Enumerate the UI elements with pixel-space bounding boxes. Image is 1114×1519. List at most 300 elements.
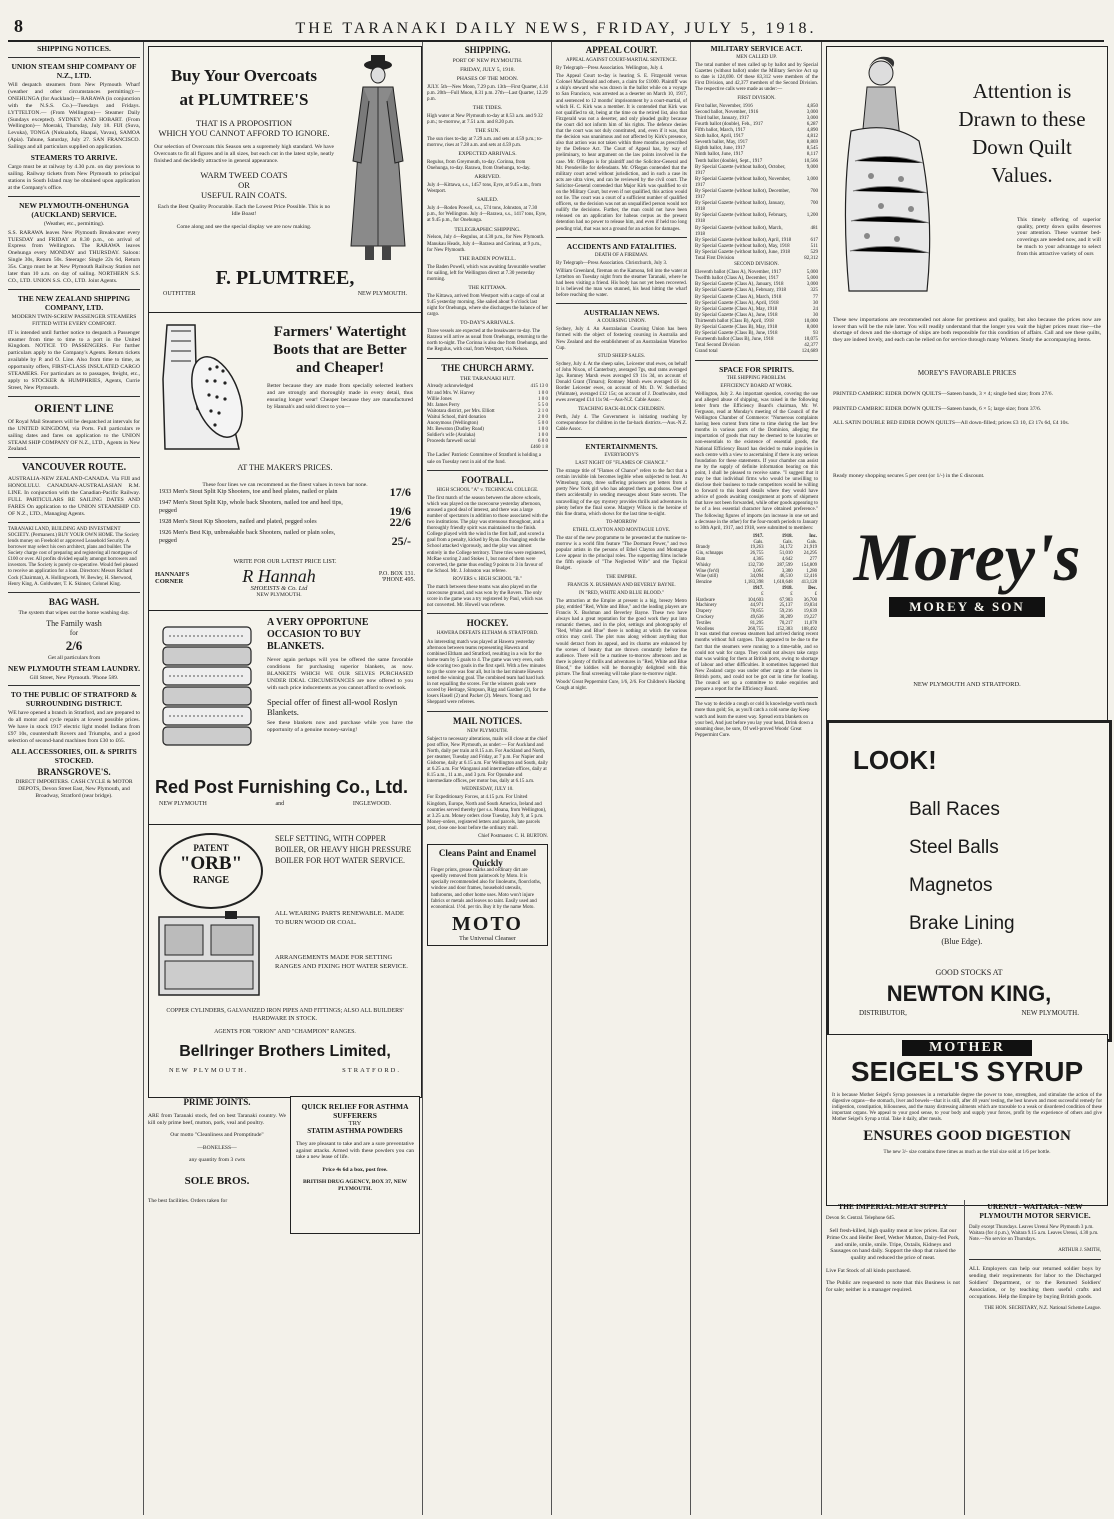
onehunga-heading: NEW PLYMOUTH-ONEHUNGA (AUCKLAND) SERVICE. [19,200,129,219]
tomorrow-text: The star of the new programme to be presented at the matinee to-morrow is a world film feature "The Dormant Power," and two popular artists in the persons of Ethel Clayton and Montague Love appear in the principal roles. The supporting films include the fifth episode of "The Neglected Wife" and the Topical Budget. [556,536,687,572]
imports-row-cell: 19,263 [750,545,764,551]
second-division-row-label: By Special Gazette (Class A), January, 1918 [695,282,784,288]
space-for-spirits-heading: SPACE FOR SPIRITS. [719,364,794,374]
bellringer-copper: COPPER CYLINDERS, GALVANIZED IRON PIPES AND FITTINGS; ALSO ALL BUILDERS' HARDWARE IN STOCK. [166,1008,404,1022]
hut-amount: 2 1 0 [538,408,548,414]
imports-row-cell: Wine (fer'd) [696,568,720,574]
divider [8,522,140,523]
second-division-row-value: 3,000 [806,282,818,288]
imports-row-cell: 67,903 [779,597,793,603]
imports-header-row-cell: 1917. [752,533,764,539]
football-hs-text: The first match of the season between the above schools, which was played on the racecourse yesterday afternoon, aroused a good deal of interest, and there was a large number of spectators in addition to those associated with the two institutions. The play was strenuous throughout, and a thoroughly friendly spirit was maintained to the finish. College played with the wind in the first half, and scored a goal from a penalty, kicked by Ryan. On changing ends the School attacked vigorously, and the play was almost entirely in the College territory. Three tries were registered, McRae scoring 2 and Stokes 1, but none of them were converted, the game thus ending 9 points to 3 in favour of the School. Mr. J. Johnston was referee. [427,495,548,574]
bag-wash-get: Get all particulars from [47,654,101,661]
football-rovers-text: The match between these teams was also played on the racecourse ground, and was won by the Rovers. The only score in the game was a try registered by Paul, which was not converted. Mr. Howell was referee. [427,585,543,609]
empire-subheading-2: IN "RED, WHITE AND BLUE BLOOD." [579,590,664,596]
newton-item: Magnetos [909,875,993,896]
appeal-subheading: APPEAL AGAINST COURT-MARTIAL SENTENCE. [566,58,677,63]
hockey-text: An interesting match was played at Hawera yesterday afternoon between teams representing Hawera and combined Eltham and Stratford, resulting in a win for the home team by 5 goals to 4. The game was very even, each side scoring two goals in the first spell. With a few minutes to go the score was four all, but in the last minute Hawera netted the winning goal. The combined team had hard luck in not equalling the scores. For the winners goals were scored by Heritage, Simpson, Rigg and Gardner (2), for the losers Hasell (2) and Packer (2). Messrs. Young and Sheppard were referees. [427,639,546,706]
imports-row-cell: 11,078 [803,620,817,626]
divider [695,697,818,698]
first-division-row [695,189,818,201]
first-division-row-value: 4,890 [806,128,818,134]
australian-heading: AUSTRALIAN NEWS. [583,308,660,318]
vancouver-heading: VANCOUVER ROUTE. [21,462,127,474]
fireman-heading: DEATH OF A FIREMAN. [594,252,649,258]
first-division-row-label: Tenth ballot (double), Sept., 1917 [695,158,763,164]
port-heading: PORT OF NEW PLYMOUTH. [452,58,523,64]
second-division-row-value: 8,000 [806,325,818,331]
newton-name: NEWTON KING, [886,981,1052,1006]
hannah-body: Better because they are made from specially selected leathers and are strongly and thoroughly made in every detail, thus ensuring longer wear! Cheaper because they are manufactured by Hannah's and sold direct to you— [267,383,413,410]
arrive-text: Cargo must be at railway by 4.30 p.m. on day previous to sailing. Railway tickets from New Plymouth to principal stations in South Island may be obtained upon application at the Company's office. [8,164,140,191]
first-division-row-label: Sixth ballot, April, 1917 [695,134,744,140]
divider [427,711,548,712]
sole-bros-best: The best facilities. Orders taken for [148,1197,228,1204]
morey-logo [841,517,1093,657]
imports-row-cell: 30,209 [779,615,793,620]
imports-row-cell: 154,809 [801,562,817,568]
first-division-row [695,226,818,238]
bellringer-town-2: STRATFORD. [342,1067,401,1074]
red-post-name: Red Post Furnishing Co., Ltd. [155,777,408,797]
divider [695,360,818,361]
column-rule [422,42,423,1515]
orb-logo-orb: "ORB" [179,853,243,874]
first-division-row-value: 6,287 [806,121,818,127]
telegraphic-heading: TELEGRAPHIC SHIPPING. [454,226,521,233]
bag-wash-for: for [69,628,79,637]
imports-row-cell: Rum [696,557,706,563]
shipping-notices-heading: SHIPPING NOTICES. [37,44,111,53]
plumtree-headline-1: Buy Your Overcoats [170,66,318,85]
todays-heading: TO-DAY'S ARRIVALS. [460,320,515,327]
morey-item: PRINTED CAMBRIC EIDER DOWN QUILTS—Sateen bands, 3 × 4; single bed size; from 27/6. [833,390,1053,397]
bag-wash-laundry: NEW PLYMOUTH STEAM LAUNDRY. [8,663,140,673]
imports-row-cell: Crockery [696,615,714,620]
plumtree-warm-2: OR [238,180,250,191]
second-division-row-value: 10,000 [804,318,818,324]
hannah-item-desc: 1947 Men's Stout Split Kip, whole back Shooters, nailed toe and heel tips, pegged [159,499,343,514]
everybodys-heading: EVERYBODY'S [604,452,639,458]
orb-range-logo [159,833,263,909]
tides-heading: THE TIDES. [472,105,503,111]
first-division-row-value: 10,566 [804,158,818,164]
asthma-product: STATIM ASTHMA POWDERS [307,1127,403,1135]
first-division-row-label: First ballot, November, 1916 [695,103,753,109]
union-heading: UNION STEAM SHIP COMPANY OF N.Z., LTD. [11,62,137,80]
woman-with-quilt-illustration [831,51,939,301]
imports-header-row-cell: Dec. [808,586,817,592]
newton-item: Brake Lining [909,913,1015,934]
second-division-row-label: Eleventh ballot (Class A), November, 1917 [695,270,782,276]
sun-heading: THE SUN. [475,128,500,135]
second-division-row-label: By Special Gazette (Class B), May, 1918 [695,325,778,331]
hut-note: The Ladies' Patriotic Committee of Stratford is holding a sale on Tuesday next in aid of the fund. [427,453,541,465]
divider [556,237,687,238]
imports-units-row-cell: Gals. [753,539,764,545]
first-division-row-label: Fourth ballot (double), Feb., 1917 [695,121,763,127]
efficiency-text: Wellington, July 2. An important question, covering the use and alleged abuse of shipping, was raised in the following letter from the Efficiency Board's chairman, Mr. W. Ferguson, read at Monday's meeting of the Council of the Wellington Chamber of Commerce: "Numerous complaints having been current from time to time during the last few months in various parts of the Dominion, alleging the importation of goods that may be deemed to be luxuries or non-essentials to the existence of essential goods, the National Efficiency Board has decided to make inquiries in each centre with a view to ascertaining if there is any serious foundation for these statements. If your chamber can assist me by the supply of definite information bearing on this point, I shall be pleased to receive same. "I suggest that it may be that individual firms who would be unwilling to disclose their business to trade competitors would be willing to forward to this board details where they would have advice of goods awaiting consignment at ports of shipment that have not been forwarded, while other goods appearing to be of a less essential character have obtained preference." The following figures of imports (an increase in one set and a decrease in the other) for the four-month periods to January to 30th April, 1917, and 1918, were submitted to members: [695,391,818,531]
imports-row-cell: 24,295 [803,551,817,557]
hut-donor: Proceeds farewell social [427,439,476,445]
asthma-agency: BRITISH DRUG AGENCY, BOX 37, NEW PLYMOUTH. [302,1179,408,1193]
hut-subscription-list [427,384,548,445]
sole-bros-name: SOLE BROS. [184,1174,250,1187]
sailed-heading: SAILED. [476,197,499,204]
imports-row-cell: 19,639 [803,609,817,615]
grand-total-label: Grand total [695,349,718,355]
plumtree-name: F. PLUMTREE, [215,267,355,289]
second-division-row-label: By Special Gazette (Class A), June, 1918 [695,312,778,318]
cough-verse: The way to decide a cough or cold Is knowledge worth much more than gold; So, as you'll catch a cold some day Keep watch and learn the surest way. Spread extra blankets on your bed, And just before you lay your head, Drink down a steaming dose, be sure, Of well-proved Woods' Great Peppermint Cure. [695,702,818,738]
first-division-row-value: 8,545 [806,146,818,152]
kittawa-text: The Kittawa, arrived from Westport with a cargo of coal at 9.45 yesterday morning. She sailed about 9 o'clock last night for Onehunga, where she discharges the balance of her cargo. [427,293,548,318]
prime-joints-heading: PRIME JOINTS. [183,1097,251,1107]
first-division-row-value: 3,000 [806,109,818,115]
red-post-special: Special offer of finest all-wool Roslyn Blankets. [267,697,398,718]
motor-service-body: Daily except Thursdays. Leaves Urenui New Plymouth 3 p.m. Waitara (for 4 p.m.), Waitara 9.15 a.m. Leaves Urenui, 4.30 p.m. Note.—No service on Thursdays. [969,1225,1099,1243]
imports-row-cell: 4,642 [781,557,793,563]
bag-wash-address: Gill Street, New Plymouth. 'Phone 589. [29,674,119,681]
tides-text: High water at New Plymouth to-day at 8.53 a.m. and 9.32 p.m.; to-morrow, at 7.51 a.m. and 8.20 p.m. [427,113,543,125]
shipping-heading: SHIPPING. [464,45,511,55]
baden-text: The Baden Powell, which was awaiting favourable weather for sailing, left for Wellington direct at 7.30 yesterday morning. [427,264,546,282]
first-division-row-label: By Special Gazette (without ballot), March, 1918 [695,225,783,237]
first-division-row-label: By Special Gazette (without ballot), December, 1917 [695,188,790,201]
orb-logo-patent: PATENT [193,843,229,853]
football-rovers-heading: ROVERS v. HIGH SCHOOL "B." [452,576,523,582]
last-night-heading: LAST NIGHT OF "FLAMES OF CHANCE." [575,460,668,466]
red-post-towns [159,801,391,807]
imports-row-cell: Gin, schnapps [696,551,724,557]
hut-amount: 2 0 0 [538,414,548,420]
divider [8,396,140,397]
imports-row-cell: 46,510 [779,574,793,580]
hannah-pobox: P.O. BOX 131. [378,571,415,577]
mail-np-heading: NEW PLYMOUTH. [466,728,509,734]
newton-footer [859,1009,1079,1017]
imports-units-row-cell: Gals. [807,539,817,545]
hannah-item-price: 17/6 [389,485,411,499]
newton-king-ad [826,720,1112,1042]
hannah-corner: HANNAH'S CORNER [155,571,190,585]
imports-row-cell: 21,919 [803,545,817,551]
first-division-row-label: By Special Gazette (without ballot), April, 1918 [695,237,792,243]
grand-total-row [695,349,818,355]
bag-wash-text: The system that wipes out the home washing day. [18,609,130,616]
second-division-total: 42,377 [804,343,818,349]
morey-body: These new importations are recommended not alone for prettiness and quality, but also because the prices now are lower than will be the rule later. You will readily understand that the longer you wait the higher prices must rise—the shortage of down and the shortage of ships are both responsible for this condition of affairs. Call and see these quilts, they are indeed lovely, and each can be relied on for service through many Winters. Study the accompanying items. [833,316,1101,344]
plumtree-footer [163,291,407,297]
first-division-row-value: 1,200 [806,213,818,219]
fireman-text: William Greenland, fireman on the Kamona, fell into the water at Lyttelton on Tuesday night from the steamer Taranaki, where he had been visiting a friend. His body has not yet been recovered. It is believed the man was stunned, his head hitting the wharf before reaching the water. [556,268,687,299]
morey-item: PRINTED CAMBRIC EIDER DOWN QUILTS—Sateen bands, 6 × 5; large size; from 37/6. [833,405,1042,412]
bellringer-wearing: ALL WEARING PARTS RENEWABLE. MADE TO BURN WOOD OR COAL. [275,910,404,926]
bellringer-headline: SELF SETTING, WITH COPPER BOILER, OR HEAVY HIGH PRESSURE BOILER FOR HOT WATER SERVICE. [275,834,412,865]
orb-logo-range: RANGE [192,875,230,886]
tomorrow-subheading: ETHEL CLAYTON AND MONTAGUE LOVE. [572,527,671,533]
employers-notice: ALL Employers can help our returned soldier boys by sending their requirements for labor to the Discharged Soldiers' Department, or to the Returned Soldiers' Association, or by teaching them useful crafts and occupations. Help the Empire by buying British goods. [969,1265,1101,1300]
fireman-by: By Telegraph—Press Association. Christchurch, July 3. [556,260,668,266]
red-post-headline: A VERY OPPORTUNE OCCASION TO BUY BLANKETS. [267,617,369,652]
hut-amount: 5 0 0 [538,420,548,426]
imports-row-cell: 81,295 [750,620,764,626]
telegraphic-text: Nelson, July 4—Regulus, at 4.30 p.m., for New Plymouth. Manukau Heads, July 4—Rarawa and Corinna, at 9 p.m., for New Plymouth. [427,235,545,253]
prime-joints-motto: Our motto "Cleanliness and Promptitude" [170,1132,264,1138]
imports-row-cell: 132,730 [747,562,764,568]
hut-amount: 1 0 0 [538,433,548,439]
imports-row-cell: 49,636 [750,615,764,620]
imports-units-row-cell: £ [761,591,764,597]
prime-joints-quantity: any quantity from 3 cwts [189,1157,245,1163]
morey-fav-prices: MOREY'S FAVORABLE PRICES [917,369,1017,377]
second-division-row-label: Twelfth ballot (Class A), December, 1917 [695,276,779,282]
military-column [695,42,818,1515]
bag-wash-heading: BAG WASH. [48,596,100,607]
bellringer-ad [148,824,422,1098]
second-division-heading: SECOND DIVISION. [734,262,779,268]
first-division-row-label: Eighth ballot, June, 1917 [695,146,746,152]
imports-row-cell: Machinery [696,603,717,609]
seigel-name: SEIGEL'S SYRUP [850,1056,1084,1087]
imports-row-cell: 78,855 [750,609,764,615]
mail-wed-heading: WEDNESDAY, JULY 10. [461,787,514,793]
divider [556,437,687,438]
imports-row-cell: 59,216 [779,609,793,615]
imports-row-cell: 51,010 [779,551,793,557]
imports-row-cell: 34,094 [750,574,764,580]
moto-sub: The Universal Cleanser [459,935,516,942]
hannah-phone: 'PHONE 495. [381,577,415,583]
imperial-meat-notice: The Public are requested to note that this Business is not for sale; neither is a manager required. [826,1280,960,1294]
hannah-price-row [159,529,411,548]
moto-ad [427,844,548,946]
morey-side: This timely offering of superior quality, pretty down quilts deserves your attention. These warmer bed-coverings are needed now, and it will be much to your advantage to select from this attractive variety of ours [1017,216,1101,258]
prime-joints-body: ARE from Taranaki stock, fed on best Taranaki country. We kill only prime beef, mutton, pork, veal and poultry. [148,1112,286,1126]
plumtree-each: Each the Best Quality Procurable. Each the Lowest Price Possible. This is no Idle Boast! [157,204,331,218]
hannah-logo-sub: SHOEISTS & Co. Ltd [250,585,308,592]
morey-ready-money: Ready money shopping secures 5 per cent (or 1/-) in the £ discount. [833,472,985,479]
orient-heading: ORIENT LINE [34,400,114,415]
column-rule [821,42,822,1515]
imports-row-cell: Brandy [696,545,711,551]
column-rule [690,42,691,1515]
divider [427,358,548,359]
second-division-row-value: 30 [813,312,818,318]
hannah-item-desc: 1928 Men's Stout Kip Shooters, nailed and plated, pegged soles [159,518,317,525]
imports-row-cell: 152,383 [777,626,793,632]
newton-stocks: GOOD STOCKS AT [935,968,1003,977]
hannah-makers-prices: AT THE MAKER'S PRICES. [237,463,333,472]
imports-row-cell: 25,137 [779,603,793,609]
stud-text: Sydney, July 4. At the sheep sales, Leicester stud ewes, on behalf of John Nixon, of Canterbury, averaged 7gs, stud rams averaged 3gs. Romney Marsh ewes averaged £9 11s 3d, on account of Donald Grant (Timaru); Romney Marsh ewes averaged £6 4s; Border Leicester ewes, on account of Mr. D. W. Sutherland (Waimate), averaged £12 15s; on account of J. Douthwaite, stud ewes averaged £14 11s 9d.—Aus-N.Z. Cable Assoc. [556,361,687,404]
red-post-and: and [275,801,285,807]
plumtree-outfitter: OUTFITTER [163,291,196,297]
hockey-heading: HOCKEY. [466,618,509,629]
baden-heading: THE BADEN POWELL. [458,255,517,262]
hut-donor: Mr. Bewston (Dudley Road) [427,427,484,433]
news-column [556,42,687,1515]
red-post-see: See these blankets now and purchase while you have the opportunity of a genuine money-saving! [267,720,413,734]
column-rule [551,42,552,1515]
first-division-row [695,213,818,225]
imports-row-cell: Benzine [696,580,712,586]
morey-towns: NEW PLYMOUTH AND STRATFORD. [913,681,1021,688]
first-division-row-value: 8,117 [806,152,818,158]
military-intro: The total number of men called up by ballot and by Special Gazettes (without ballot) under the Military Service Act up to date is 124,690. Of these 83,312 were members of the First Division, and 42,377 members of the Second Division. The respective calls were made as under:— [695,63,818,93]
second-division-row-value: 30 [813,300,818,306]
seigel-ensures: ENSURES GOOD DIGESTION [863,1128,1071,1145]
imports-row-cell: Textiles [696,620,712,626]
mail-notices-heading: MAIL NOTICES. [452,715,523,726]
hannah-price-row [159,499,411,518]
employers-secretary: THE HON. SECRETARY, N.Z. National Scheme League. [984,1306,1101,1312]
imports-row-cell: Drapery [696,609,712,615]
stud-heading: STUD SHEEP SALES. [597,353,646,359]
accidents-heading: ACCIDENTS AND FATALITIES. [566,241,677,251]
divider [8,592,140,593]
football-heading: FOOTBALL. [461,474,514,485]
bag-wash-price: 2/6 [65,637,83,653]
empire-subheading: FRANCIS X. BUSHMAN AND BEVERLY BAYNE. [567,582,676,588]
second-division-total-label: Total Second Division [695,343,740,349]
first-division-row-value: 481 [810,225,818,231]
seigel-ad [826,1034,1108,1206]
efficiency-text-2: It was stated that oversea steamers had arrived during recent months without full cargoes. This appeared to be due to the fact that the steamers were running to a time-table, and so could not wait for cargo. They could not always take cargo that was waiting for them at British ports, owing to shortage of labour and other difficulties. It sometimes happened that New Zealand cargo was under other cargo at the shores in British ports, and could not be got out in time for loading. The council set up a committee to make enquiries and prepare a report for the Efficiency Board. [695,632,818,693]
imports-row-cell: 108,492 [801,626,817,632]
first-division-row-label: By Special Gazette (without ballot), January, 1918 [695,201,785,213]
plumtree-body: Our selection of Overcoats this Season sets a supremely high standard. We have Overcoats to fit all figures and in all sizes, but each cut in the latest style, neatly finished and decidedly attractive in general appearance. [154,144,334,164]
blanket-stack-illustration [157,617,257,767]
accessories-text: ALL ACCESSORIES, OIL & SPIRITS STOCKED. [11,746,137,765]
column-rule [143,42,144,1515]
motor-service-ad [964,1200,1101,1515]
hannah-price-row [159,515,411,529]
asthma-try: TRY [348,1120,362,1127]
imports-row-cell: 1,280 [806,568,817,574]
second-division-row-value: 24 [813,306,818,312]
imports-row-cell: 3,300 [781,568,793,574]
hut-donor: Waitotara district, per Mrs. Elliott [427,408,495,414]
port-date: FRIDAY, JULY 5, 1918. [460,66,515,73]
divider [8,57,140,58]
first-division-row-label: Third ballot, January, 1917 [695,115,749,121]
imports-row-cell: Whisky [696,562,711,568]
shipping-column [427,42,548,1515]
imports-row-cell: 260,755 [747,626,764,632]
morey-headline: Attention is Drawn to these Down Quilt Values. [958,79,1086,187]
bellringer-name: Bellringer Brothers Limited, [179,1043,391,1060]
first-division-row-value: 700 [810,188,818,194]
hut-amount: 415 13 0 [530,384,548,390]
union-text: Will despatch steamers from New Plymouth Wharf (weather and other circumstances permitting):— ONEHUNGA (for Auckland)— RARAWA (in conjunction with the N.S.S. Co.)—Tuesdays and Fridays. LYTTELTON.— (From Wellington)— Steamer Daily (Sundays excepted). SYDNEY AND HOBART. (From Wellington)— Moeraki, Thursday, July 18. FIJI (Suva, Levuka), TONGA (Nukualofa, Haapai, Vavau), SAMOA (Apia). Tahune, Saturday, July 27. SAN FRANCISCO. Sailings and all particulars supplied on application. [8,82,140,151]
military-heading: MILITARY SERVICE ACT. [710,44,803,53]
hannah-item-price: 19/6 [389,504,411,518]
hut-donor: Mr. James Perry [427,402,460,408]
first-division-heading: FIRST DIVISION. [737,95,776,101]
kittawa-heading: THE KITTAWA. [468,284,507,291]
first-division-row-value: 617 [810,237,818,243]
first-division-row-label: By Special Gazette (without ballot), November, 1917 [695,176,791,188]
entertainments-text: The strange title of "Flames of Chance" refers to the fact that a certain invisible ink becomes legible when subjected to heat. At Wittenburg camp, three suffering prisoners get letters from a pretty New York girl who has adopted them as godsons. One of them accidentally in sending messages about State secrets. The unravelling of the spy mystery provides thrills and adventures in plenty before the final scene. Margery Wilson is the heroine of this fine drama, which shows for the last time to-night. [556,469,687,517]
empire-heading: THE EMPIRE. [606,574,637,580]
bellringer-agents: AGENTS FOR "ORION" AND "CHAMPION" RANGES. [214,1029,356,1035]
newton-items [909,791,1015,946]
coursing-heading: A COURSING UNION. [597,319,646,325]
first-division-row-value: 4,812 [806,134,818,140]
first-division-row-value: 700 [810,201,818,207]
red-post-ad [148,610,422,828]
coursing-text: Sydney, July 4. An Australasian Coursing Union has been formed with the object of fostering coursing in Australia and New Zealand and the establishment of an Australasian Waterloo Cup. [556,327,687,351]
shipping-notices-column [8,42,140,1515]
first-division-row-label: By Special Gazette (without ballot), May, 1918 [695,243,790,249]
imports-row-cell: 12,416 [803,574,817,580]
first-division-total: 82,312 [804,256,818,261]
moon-heading: PHASES OF THE MOON. [456,75,519,82]
first-division-row [695,165,818,177]
hannah-logo-name: R Hannah [242,566,316,586]
red-post-town-2: INGLEWOOD. [352,801,391,807]
range-stove-illustration [155,911,265,1001]
second-division-table [695,270,818,343]
imperial-meat-body: Sell fresh-killed, high quality meat at low prices. Eat our Prime Ox and Heifer Beef, Wether Mutton, Dairy-fed Pork, and smile, smile, smile. Tripe, Oxtails, Kidneys and Sausages on hand daily. Support the shop that raised the quality and reduced the price of meat. [826,1227,960,1262]
motor-service-name: ARTHUR J. SMITH, [1058,1248,1101,1254]
first-division-row-value: 529 [810,249,818,255]
hannah-contact [379,571,415,583]
plumtree-come: Come along and see the special display we are now making. [176,223,312,230]
shipping-problem-heading: THE SHIPPING PROBLEM. [726,375,787,381]
plumtree-proposition-2: WHICH YOU CANNOT AFFORD TO IGNORE. [158,128,330,138]
bellringer-towns [169,1067,401,1074]
morey-ad [826,46,1108,722]
hut-donor: Mr and Mrs. W. Harvey [427,390,475,396]
newton-item: Steel Balls [909,837,999,858]
asthma-price: Price 4s 6d a box, post free. [322,1166,388,1173]
football-hs-heading: HIGH SCHOOL "A" v. TECHNICAL COLLEGE. [436,487,539,493]
second-division-row-label: Fourteenth ballot (Class B), June, 1918 [695,337,774,343]
imports-units-row-cell: £ [814,591,817,597]
plumtree-warm-3: USEFUL RAIN COATS. [201,190,287,201]
entertainments-heading: ENTERTAINMENTS. [585,441,658,451]
imports-row-cell: 36,700 [803,597,817,603]
efficiency-heading: EFFICIENCY BOARD AT WORK. [720,383,793,389]
first-division-row-value: 511 [810,243,818,249]
second-division-row-value: 10,075 [804,337,818,343]
hut-donor: Soldier's wife (Avalaka) [427,433,476,439]
divider [427,613,548,614]
divider [556,303,687,304]
imports-header-row-cell: 1918. [781,533,793,539]
second-division-row-value: 5,000 [806,270,818,276]
bransgrove-name: BRANSGROVE'S. [37,766,111,777]
overcoat-figure-illustration [343,51,413,266]
hannah-write: WRITE FOR OUR LATEST PRICE LIST. [233,559,337,565]
first-division-row-label: By Special Gazette (without ballot), February, 1918 [695,213,788,225]
hut-total: £460 1 8 [530,445,548,451]
bag-wash-family: The Family wash [46,618,102,628]
hut-donor: Waitui School, third donation [427,414,487,420]
newton-town: NEW PLYMOUTH. [1021,1009,1079,1017]
hut-amount: 6 0 0 [538,439,548,445]
plumtree-warm-1: WARM TWEED COATS [200,170,288,181]
seigel-note: The new 3/- size contains three times as much as the trial size sold at 1/6 per bottle. [883,1150,1051,1156]
hannah-logo [219,567,339,598]
men-called-up-heading: MEN CALLED UP. [736,55,777,60]
imports-row-cell: 1,618,648 [773,580,793,586]
onehunga-text: S.S. RARAWA leaves New Plymouth Breakwater every TUESDAY and FRIDAY at 8.30 p.m., on arrival of Express from Wellington. The RARAWA leaves Onehunga every MONDAY and THURSDAY. Saloon: Single 30s, Return 50s. Steerage: Single 22s 6d, Return 35s. Cargo must be at New Plymouth Railway Station not later than 10 a.m. on day of sailing. NORTHERN S.S. CO., LTD. UNION S.S. CO., LTD. Joint Agents. [8,229,140,284]
second-division-row-label: By Special Gazette (Class A), March, 1918 [695,294,782,300]
first-division-row [695,201,818,213]
